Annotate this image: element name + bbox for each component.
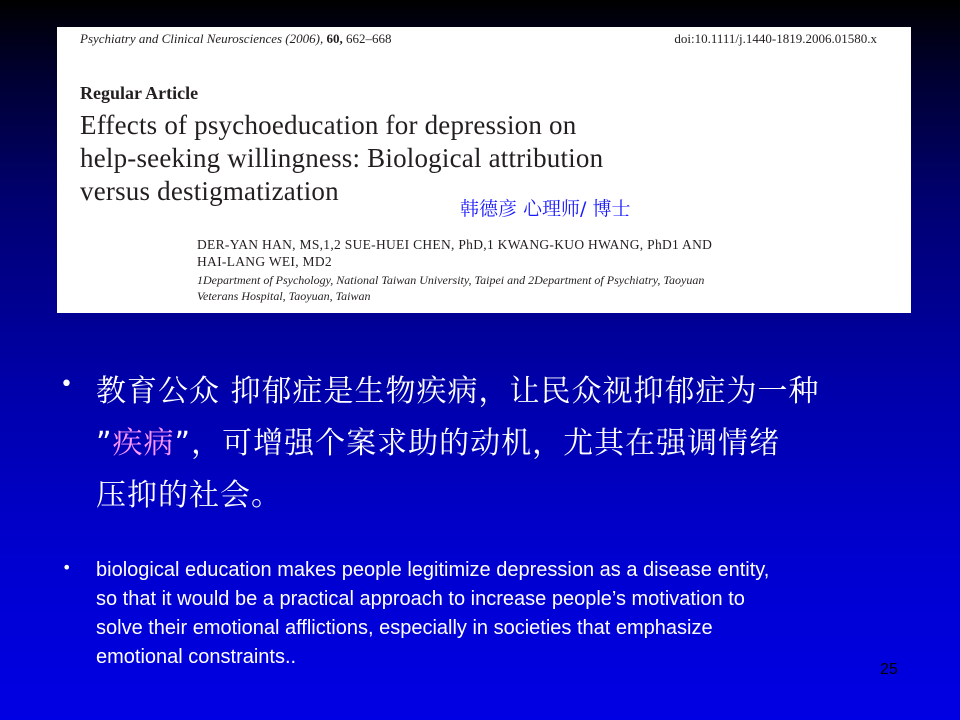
- title-line: versus destigmatization: [80, 176, 339, 206]
- journal-pages: 662–668: [345, 31, 392, 46]
- journal-volume: 60,: [326, 31, 343, 46]
- bullet-point-icon: •: [60, 372, 73, 397]
- authors-line: DER-YAN HAN, MS,1,2 SUE-HUEI CHEN, PhD,1 KWANG-KUO HWANG, PhD1 AND: [197, 237, 713, 252]
- english-line: emotional constraints..: [96, 646, 297, 668]
- journal-name: Psychiatry and Clinical Neurosciences (2006),: [80, 31, 324, 46]
- author-overlay-label: 韩德彦 心理师/ 博士: [460, 198, 631, 220]
- english-line: so that it would be a practical approach to increase people’s motivation to: [96, 588, 745, 610]
- chinese-line: 压抑的社会。: [96, 478, 282, 513]
- page-number: 25: [880, 661, 898, 678]
- quote-mark: ”: [96, 426, 113, 461]
- chinese-line: 教育公众 抑郁症是生物疾病，让民众视抑郁症为一种: [96, 374, 820, 409]
- english-line: solve their emotional afflictions, especially in societies that emphasize: [96, 617, 713, 639]
- affiliation-line: Veterans Hospital, Taoyuan, Taiwan: [197, 289, 371, 303]
- journal-citation: [80, 31, 391, 47]
- affiliation-line: 1Department of Psychology, National Taiwan University, Taipei and 2Department of Psychiatry, Taoyuan: [197, 273, 705, 287]
- chinese-line: [96, 418, 916, 470]
- affiliations: [197, 272, 704, 304]
- bullet-point-icon: •: [62, 558, 72, 577]
- authors-line: HAI-LANG WEI, MD2: [197, 254, 332, 269]
- english-line: biological education makes people legitimize depression as a disease entity,: [96, 559, 770, 581]
- english-bullet-text: [96, 556, 916, 672]
- chinese-line-rest: ”，可增强个案求助的动机，尤其在强调情绪: [174, 426, 781, 461]
- highlighted-term: 疾病: [112, 426, 175, 461]
- doi: doi:10.1111/j.1440-1819.2006.01580.x: [674, 31, 877, 46]
- authors: [197, 236, 712, 270]
- title-line: help-seeking willingness: Biological attribution: [80, 143, 604, 173]
- article-type: Regular Article: [80, 83, 199, 103]
- title-line: Effects of psychoeducation for depression on: [80, 110, 577, 140]
- article-header-image: [57, 27, 911, 313]
- chinese-bullet-text: [96, 366, 916, 522]
